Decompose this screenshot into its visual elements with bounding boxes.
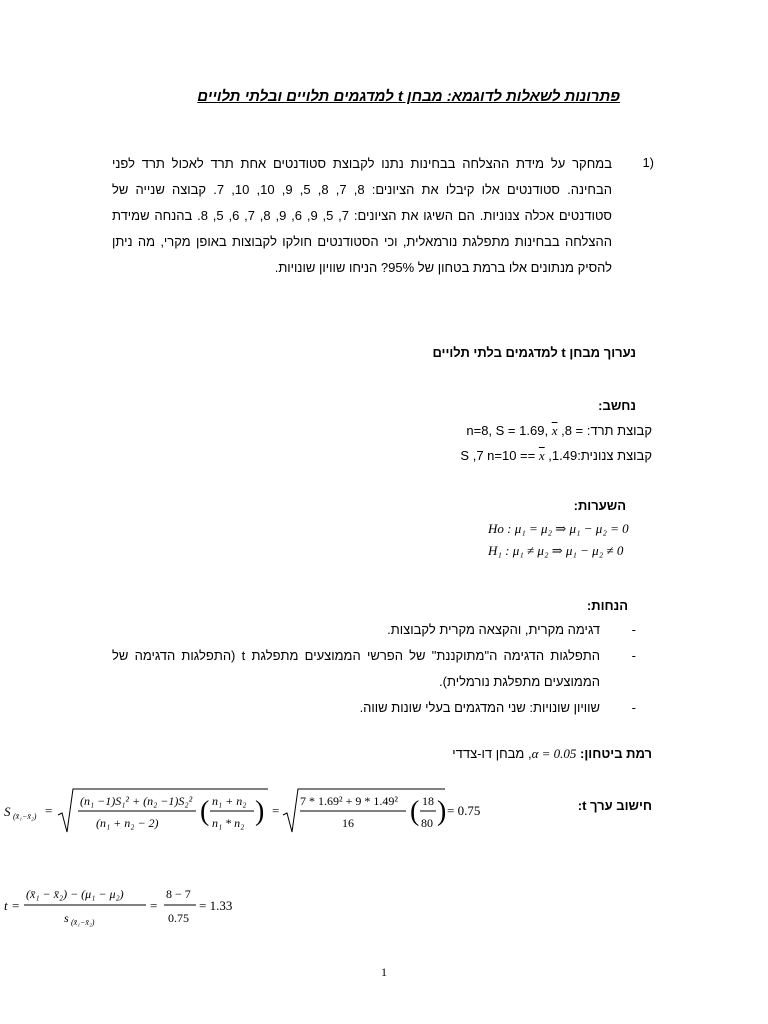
pooled-sd-formula (0, 785, 500, 837)
svg-text:n₁ * n₂: n₁ * n₂ (212, 816, 245, 830)
alternative-hypothesis: H₁ : μ₁ ≠ μ₂ ⇒ μ₁ − μ₂ ≠ 0 (488, 543, 624, 558)
svg-text:= 0.75: = 0.75 (447, 803, 481, 818)
computed-line-spinach: קבוצת תרד: = 8, n=8, S = 1.69, x (466, 423, 652, 438)
svg-text:S: S (4, 804, 11, 819)
assumptions-heading: הנחות: (586, 598, 628, 613)
test-heading: נערוך מבחן t למדגמים בלתי תלויים (432, 345, 636, 360)
svg-text:): ) (437, 796, 447, 827)
computed-heading: נחשב: (598, 398, 636, 413)
t-calc-label: חישוב ערך t: (577, 798, 652, 813)
svg-text:=: = (272, 803, 280, 818)
null-hypothesis: Ho : μ₁ = μ₂ ⇒ μ₁ − μ₂ = 0 (488, 521, 629, 536)
svg-text:7 * 1.69² + 9 * 1.49²: 7 * 1.69² + 9 * 1.49² (300, 794, 398, 808)
svg-text:t: t (4, 898, 8, 913)
svg-text:): ) (255, 796, 265, 827)
xbar-symbol: x (551, 423, 558, 438)
assumption-item: - שוויון שונויות: שני המדגמים בעלי שונות שווה. (359, 700, 636, 715)
page-title: פתרונות לשאלות לדוגמא: מבחן t למדגמים תלויים ובלתי תלויים (197, 88, 620, 105)
hypotheses-heading: השערות: (573, 498, 626, 513)
assumption-item: - דגימה מקרית, והקצאה מקרית לקבוצות. (387, 622, 636, 637)
svg-text:=: = (12, 898, 20, 913)
svg-text:s: s (64, 911, 69, 925)
svg-text:18: 18 (422, 794, 434, 808)
question-text: במחקר על מידת ההצלחה בבחינות נתנו לקבוצת סטודנטים אחת תרד לאכול תרד לפני הבחינה. סטודנטים אלו קיבלו את הציונים: 8, 7, 8, 5, 9, 10, 10, 7. קבוצה שנייה של סטודנטים אכלה צנוניות. הם השיגו את הציונים: 7, 5, 9, 6, 9, 8, 7, 6, 5, 8. בהנחה שמידת ההצלחה בבחינות מתפלגת נורמאלית, וכי הסטודנטים חולקו לקבוצות באופן מקרי, מה ניתן להסיק מנתונים אלו ברמת בטחון של 95%? הניחו שוויון שונויות. (112, 156, 612, 275)
alpha-value: α = 0.05 (531, 746, 577, 761)
svg-text:(x̄₁ − x̄₂) − (μ₁ − μ₂): (x̄₁ − x̄₂) − (μ₁ − μ₂) (26, 887, 124, 901)
page-number: 1 (381, 965, 387, 979)
svg-text:= 1.33: = 1.33 (199, 898, 233, 913)
computed-line-radish: קבוצת צנונית:1.49, S ,7 n=10 == x (460, 448, 652, 463)
svg-text:(n₁ −1)S₁² + (n₂ −1)S₂²: (n₁ −1)S₁² + (n₂ −1)S₂² (80, 794, 193, 808)
svg-text:n₁ + n₂: n₁ + n₂ (212, 794, 247, 808)
question-number: 1) (642, 155, 654, 170)
svg-text:8 − 7: 8 − 7 (166, 887, 191, 901)
xbar-symbol: x (538, 448, 545, 463)
svg-text:=: = (45, 803, 53, 818)
svg-text:16: 16 (342, 816, 354, 830)
svg-text:(: ( (410, 796, 420, 827)
svg-text:(: ( (200, 796, 210, 827)
t-statistic-formula (0, 882, 260, 930)
svg-text:(x̄₁−x̄₂): (x̄₁−x̄₂) (71, 918, 95, 927)
svg-text:80: 80 (421, 816, 433, 830)
svg-text:(n₁ + n₂ − 2): (n₁ + n₂ − 2) (96, 816, 159, 830)
svg-text:0.75: 0.75 (168, 911, 189, 925)
assumptions-list (112, 617, 636, 721)
assumption-item: - התפלגות הדגימה ה"מתוקננת" של הפרשי הממוצעים מתפלגת t (התפלגות הדגימה של הממוצעים מתפלגת נורמלית). (112, 648, 636, 689)
svg-text:=: = (150, 898, 158, 913)
svg-text:(x̄₁−x̄₂): (x̄₁−x̄₂) (13, 812, 37, 821)
confidence-line: רמת ביטחון: α = 0.05, מבחן דו-צדדי (452, 746, 652, 761)
